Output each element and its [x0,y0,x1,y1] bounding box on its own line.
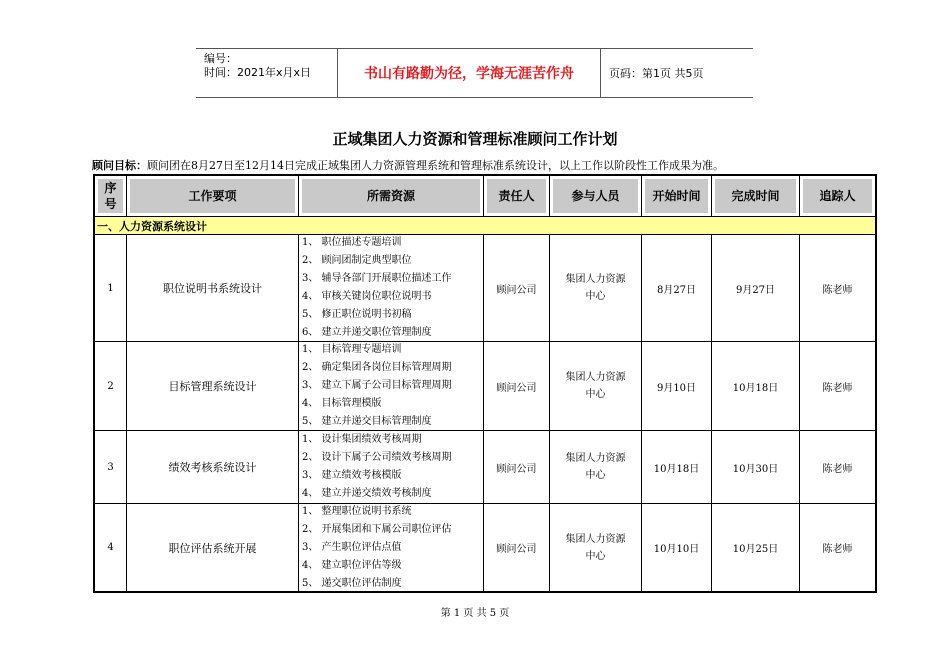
resource-item: 5、 建立并递交目标管理制度 [302,416,432,427]
row-no: 3 [95,431,127,503]
participants-line2: 中心 [585,550,606,562]
resource-item: 2、 设计下属子公司绩效考核周期 [302,452,452,463]
row-owner: 顾问公司 [484,431,550,503]
page-header [196,48,753,98]
row-end: 10月18日 [712,342,800,430]
table-header-row [95,176,875,217]
row-no: 2 [95,342,127,430]
consulting-goal [92,157,724,173]
row-resources [299,504,484,591]
header-no [95,176,127,216]
goal-text: 顾问团在8月27日至12月14日完成正域集团人力资源管理系统和管理标准系统设计，以上工作以阶段性工作成果为准。 [147,159,724,172]
goal-label: 顾问目标： [92,159,147,172]
row-task: 绩效考核系统设计 [127,431,299,503]
row-tracker: 陈老师 [822,544,853,555]
row-resources [299,431,484,503]
row-start: 8月27日 [642,235,712,341]
header-start: 开始时间 [642,176,712,216]
resource-item: 2、 开展集团和下属公司职位评估 [302,523,452,535]
table-row [95,431,875,504]
participants-line1: 集团人力资源 [565,453,626,464]
resource-item: 3、 建立绩效考核模版 [302,470,402,481]
row-no: 4 [95,504,127,591]
participants-line2: 中心 [585,470,606,481]
row-participants [550,431,642,503]
row-no: 1 [95,235,127,341]
date-label: 时间：2021年x月x日 [204,66,312,79]
code-label: 编号： [204,52,237,65]
work-plan-table [93,174,877,593]
row-owner: 顾问公司 [484,504,550,591]
header-tracker: 追踪人 [800,176,875,216]
participants-line2: 中心 [585,389,606,400]
row-tracker: 陈老师 [822,463,853,475]
row-owner: 顾问公司 [484,235,550,341]
header-page-info: 页码：第1页 共5页 [609,67,704,80]
resource-item: 6、 建立并递交职位管理制度 [302,327,432,338]
resource-item: 2、 顾问团制定典型职位 [302,255,412,266]
header-no-line1: 序 [104,181,117,195]
header-meta [196,49,338,97]
row-tracker: 陈老师 [822,382,853,394]
row-participants [550,504,642,591]
row-tracker: 陈老师 [822,284,853,296]
participants-line1: 集团人力资源 [565,274,626,285]
table-row [95,342,875,431]
resource-item: 4、 目标管理模版 [302,398,382,409]
resource-item: 4、 建立并递交绩效考核制度 [302,488,432,499]
row-task: 职位评估系统开展 [127,504,299,591]
participants-line1: 集团人力资源 [565,372,626,383]
row-end: 10月25日 [712,504,800,591]
row-start: 9月10日 [642,342,712,430]
header-task: 工作要项 [127,176,299,216]
row-end: 10月30日 [712,431,800,503]
row-task: 目标管理系统设计 [127,342,299,430]
resource-item: 5、 递交职位评估制度 [302,577,402,589]
resource-item: 3、 建立下属子公司目标管理周期 [302,380,452,391]
resource-item: 2、 确定集团各岗位目标管理周期 [302,362,452,373]
table-row [95,235,875,342]
participants-line1: 集团人力资源 [565,533,626,545]
resource-item: 1、 目标管理专题培训 [302,344,402,355]
resource-item: 1、 设计集团绩效考核周期 [302,434,422,445]
header-participants: 参与人员 [550,176,642,216]
resource-item: 5、 修正职位说明书初稿 [302,309,412,320]
header-end: 完成时间 [712,176,800,216]
section-title: 一、人力资源系统设计 [95,217,875,235]
participants-line2: 中心 [585,291,606,302]
resource-item: 1、 整理职位说明书系统 [302,505,412,517]
row-participants [550,342,642,430]
header-resource: 所需资源 [299,176,484,216]
resource-item: 4、 建立职位评估等级 [302,559,402,571]
header-slogan: 书山有路勤为径，学海无涯苦作舟 [338,49,601,97]
document-title: 正域集团人力资源和管理标准顾问工作计划 [332,130,618,148]
row-end: 9月27日 [712,235,800,341]
row-participants [550,235,642,341]
row-owner: 顾问公司 [484,342,550,430]
row-resources [299,342,484,430]
row-start: 10月18日 [642,431,712,503]
row-start: 10月10日 [642,504,712,591]
table-row [95,504,875,591]
header-owner: 责任人 [484,176,550,216]
resource-item: 3、 辅导各部门开展职位描述工作 [302,273,452,284]
page-footer: 第 1 页 共 5 页 [440,608,510,619]
header-no-line2: 号 [104,197,117,211]
resource-item: 3、 产生职位评估点值 [302,541,402,553]
resource-item: 1、 职位描述专题培训 [302,237,402,248]
row-task: 职位说明书系统设计 [127,235,299,341]
resource-item: 4、 审核关键岗位职位说明书 [302,291,432,302]
row-resources [299,235,484,341]
